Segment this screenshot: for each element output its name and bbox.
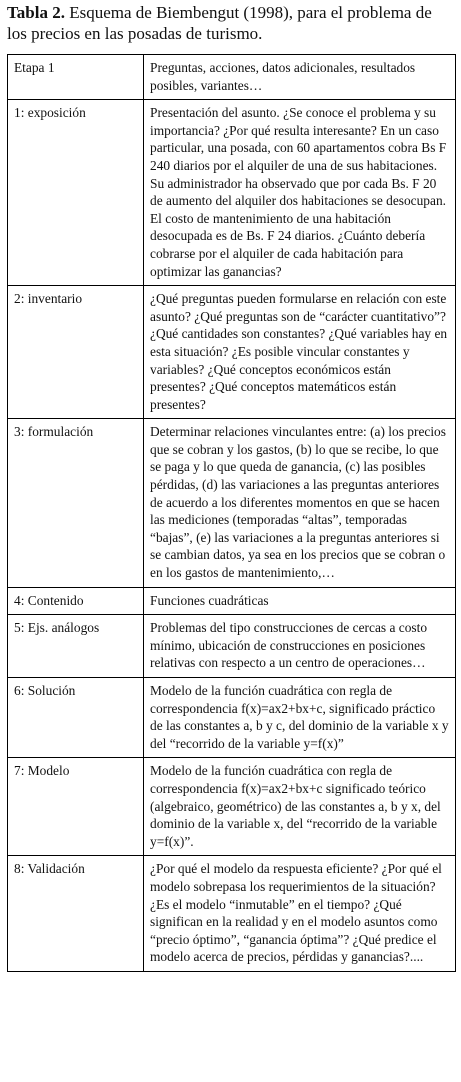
table-row bbox=[8, 419, 456, 587]
table-row bbox=[8, 678, 456, 758]
stage-cell: 2: inventario bbox=[8, 286, 144, 419]
description-cell: Determinar relaciones vinculantes entre: (a) los precios que se cobran y los gastos, (b) lo que se recibe, lo que se paga y lo que queda de ganancia, (c) las posibles pérdidas, (d) las variaciones a las preguntas anteriores de acuerdo a los diferentes momentos en que se hacen las mediciones (temporadas “altas”, temporadas “bajas”, (e) las variaciones a la preguntas anteriores si se cambian datos, ya sea en los precios que se cobran o en los gastos de mantenimiento,… bbox=[144, 419, 456, 587]
stage-cell: 6: Solución bbox=[8, 678, 144, 758]
description-cell: Modelo de la función cuadrática con regla de correspondencia f(x)=ax2+bx+c, significado práctico de las constantes a, b y c, del dominio de la variable x y del “recorrido de la variable y=f(x)” bbox=[144, 678, 456, 758]
description-cell: Modelo de la función cuadrática con regla de correspondencia f(x)=ax2+bx+c significado teórico (algebraico, geométrico) de las constantes a, b y x, del dominio de la variable x, del “recorrido de la variable y=f(x)”. bbox=[144, 758, 456, 856]
stage-cell: 8: Validación bbox=[8, 856, 144, 972]
table-row bbox=[8, 587, 456, 615]
stage-cell: 1: exposición bbox=[8, 100, 144, 286]
stage-cell: 5: Ejs. análogos bbox=[8, 615, 144, 678]
table-row bbox=[8, 615, 456, 678]
description-cell: ¿Qué preguntas pueden formularse en relación con este asunto? ¿Qué preguntas son de “carácter cuantitativo”? ¿Qué cantidades son constantes? ¿Qué variables hay en esta situación? ¿Es posible vincular constantes y variables? ¿Qué conceptos económicos están presentes? ¿Qué conceptos matemáticos están presentes? bbox=[144, 286, 456, 419]
stage-cell: 3: formulación bbox=[8, 419, 144, 587]
table-row bbox=[8, 856, 456, 972]
table-caption bbox=[7, 2, 455, 44]
description-cell: ¿Por qué el modelo da respuesta eficiente? ¿Por qué el modelo sobrepasa los requerimientos de la situación? ¿Es el modelo “inmutable” en el tiempo? ¿Qué significan en la realidad y en el modelo asuntos como “precio óptimo”, “ganancia óptima”? ¿Qué predice el modelo acerca de precios, pérdidas y ganancias?.... bbox=[144, 856, 456, 972]
description-cell: Problemas del tipo construcciones de cercas a costo mínimo, ubicación de construcciones en posiciones relativas con respecto a un centro de operaciones… bbox=[144, 615, 456, 678]
description-cell: Funciones cuadráticas bbox=[144, 587, 456, 615]
stage-cell: 7: Modelo bbox=[8, 758, 144, 856]
biembengut-scheme-table bbox=[7, 54, 456, 972]
table-row bbox=[8, 100, 456, 286]
description-cell: Presentación del asunto. ¿Se conoce el problema y su importancia? ¿Por qué resulta interesante? En un caso particular, una posada, con 60 apartamentos cobra Bs F 240 diarios por el alquiler de una de sus habitaciones. Su administrador ha observado que por cada Bs. F 20 de aumento del alquiler dos habitaciones se desocupan. El costo de mantenimiento de una habitación desocupada es de Bs. F 24 diarios. ¿Cuánto debería cobrarse por el alquiler de cada habitación para optimizar las ganancias? bbox=[144, 100, 456, 286]
header-stage-cell: Etapa 1 bbox=[8, 55, 144, 100]
stage-cell: 4: Contenido bbox=[8, 587, 144, 615]
header-description-cell: Preguntas, acciones, datos adicionales, resultados posibles, variantes… bbox=[144, 55, 456, 100]
caption-text: Esquema de Biembengut (1998), para el problema de los precios en las posadas de turismo. bbox=[7, 3, 432, 43]
table-row bbox=[8, 758, 456, 856]
table-header-row bbox=[8, 55, 456, 100]
caption-label: Tabla 2. bbox=[7, 3, 65, 22]
table-row bbox=[8, 286, 456, 419]
